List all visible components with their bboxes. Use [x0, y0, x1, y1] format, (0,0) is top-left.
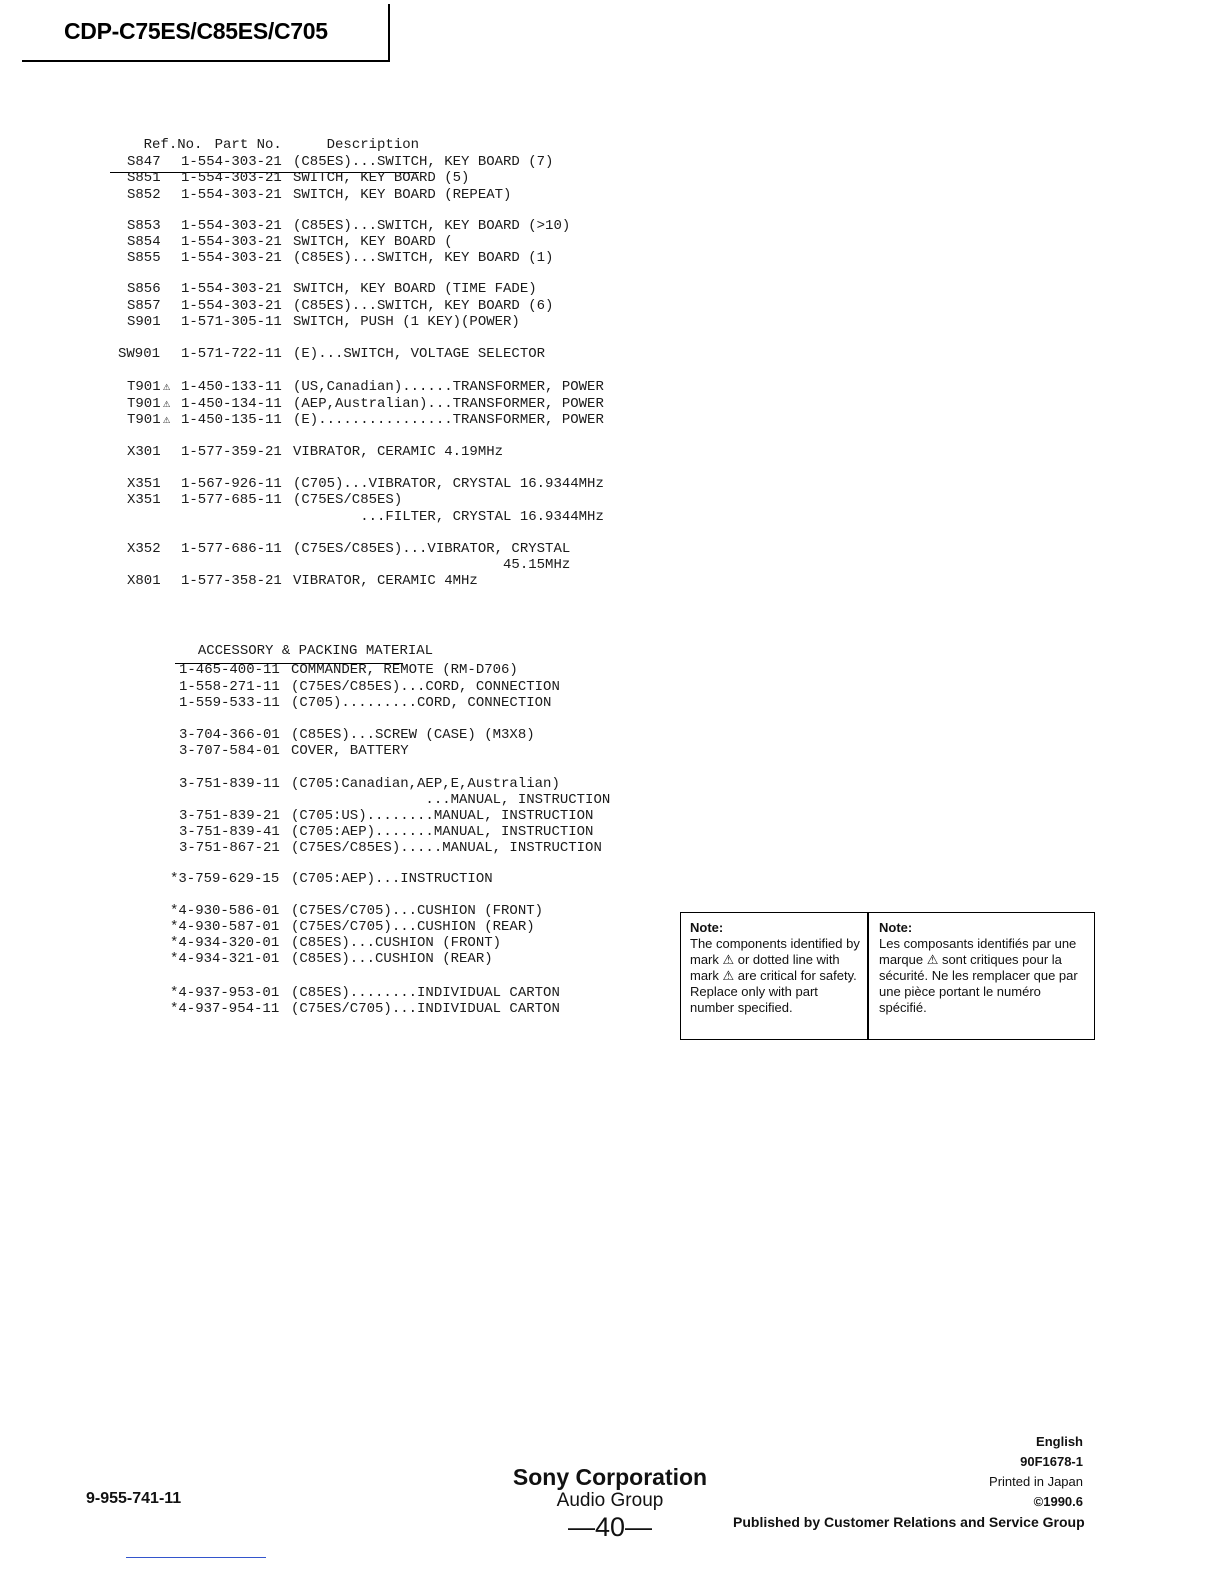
ref-no: S851: [127, 170, 161, 186]
ref-no: T901: [127, 396, 161, 412]
ref-no: X352: [127, 541, 161, 557]
part-no: *4-934-321-01: [170, 951, 280, 967]
safety-note-box: [680, 912, 1095, 1040]
part-no: 1-450-135-11: [181, 412, 282, 428]
bottom-rule: [126, 1557, 266, 1558]
part-no: 1-554-303-21: [181, 298, 282, 314]
part-no: 3-751-839-41: [179, 824, 280, 840]
ref-no: S901: [127, 314, 161, 330]
part-no: 1-577-686-11: [181, 541, 282, 557]
model-title: CDP-C75ES/C85ES/C705: [64, 18, 328, 44]
part-no: *4-930-587-01: [170, 919, 280, 935]
copyright: ©1990.6: [1033, 1494, 1083, 1509]
ref-no: T901: [127, 412, 161, 428]
publisher-line: Published by Customer Relations and Service Group: [733, 1514, 1085, 1530]
part-description: (C75ES/C85ES): [293, 492, 403, 508]
note-french-body: Les composants identifiés par une marque ⚠ sont critiques pour la sécurité. Ne les remplacer que par une pièce portant le numéro spécifié.: [879, 936, 1078, 1015]
accessory-description: (C705:AEP).......MANUAL, INSTRUCTION: [291, 824, 594, 840]
part-description: (AEP,Australian)...TRANSFORMER, POWER: [293, 396, 604, 412]
part-no: 1-559-533-11: [179, 695, 280, 711]
ref-no: SW901: [118, 346, 161, 362]
accessory-description: (C85ES)...SCREW (CASE) (M3X8): [291, 727, 535, 743]
accessory-description: (C705:Canadian,AEP,E,Australian): [291, 776, 560, 792]
part-description: VIBRATOR, CERAMIC 4.19MHz: [293, 444, 504, 460]
safety-warning-icon: ⚠: [163, 397, 171, 411]
part-no: 3-751-867-21: [179, 840, 280, 856]
part-description: (C705)...VIBRATOR, CRYSTAL 16.9344MHz: [293, 476, 604, 492]
page-number: —40—: [567, 1512, 653, 1542]
part-no: *4-930-586-01: [170, 903, 280, 919]
company-group: Audio Group: [556, 1490, 664, 1511]
ref-no: X801: [127, 573, 161, 589]
accessory-description: (C75ES/C705)...CUSHION (REAR): [291, 919, 535, 935]
note-divider: [867, 913, 869, 1039]
ref-no: S854: [127, 234, 161, 250]
accessory-description: (C85ES)...CUSHION (REAR): [291, 951, 493, 967]
part-description: (C85ES)...SWITCH, KEY BOARD (7): [293, 154, 554, 170]
description-label: Description: [326, 137, 420, 153]
safety-warning-icon: ⚠: [163, 380, 171, 394]
note-english-body: The components identified by mark ⚠ or dotted line with mark ⚠ are critical for safety. Replace only with part number specified.: [690, 936, 860, 1015]
part-description: 45.15MHz: [293, 557, 571, 573]
catalog-number: 90F1678-1: [1020, 1454, 1083, 1469]
part-no: 1-577-359-21: [181, 444, 282, 460]
part-no: *4-937-954-11: [170, 1001, 280, 1017]
part-description: SWITCH, KEY BOARD (5): [293, 170, 470, 186]
part-no: 1-450-134-11: [181, 396, 282, 412]
accessory-title-text: ACCESSORY & PACKING MATERIAL: [197, 643, 434, 659]
part-no: 1-577-685-11: [181, 492, 282, 508]
part-no: *3-759-629-15: [170, 871, 280, 887]
part-description: (C85ES)...SWITCH, KEY BOARD (>10): [293, 218, 571, 234]
safety-warning-icon: ⚠: [163, 413, 171, 427]
ref-no: S847: [127, 154, 161, 170]
part-description: SWITCH, PUSH (1 KEY)(POWER): [293, 314, 520, 330]
part-no: 3-707-584-01: [179, 743, 280, 759]
ref-no: S855: [127, 250, 161, 266]
part-no: 1-554-303-21: [181, 154, 282, 170]
part-no-label: Part No.: [214, 137, 282, 153]
accessory-description: (C85ES)........INDIVIDUAL CARTON: [291, 985, 560, 1001]
part-no: 1-558-271-11: [179, 679, 280, 695]
ref-no: T901: [127, 379, 161, 395]
ref-no: X351: [127, 492, 161, 508]
accessory-section-title: [181, 627, 433, 659]
ref-no: S856: [127, 281, 161, 297]
part-description: (C75ES/C85ES)...VIBRATOR, CRYSTAL: [293, 541, 571, 557]
accessory-description: (C705).........CORD, CONNECTION: [291, 695, 552, 711]
part-no: 3-751-839-11: [179, 776, 280, 792]
document-code: 9-955-741-11: [86, 1490, 182, 1507]
accessory-description: (C705:AEP)...INSTRUCTION: [291, 871, 493, 887]
language-label: English: [1036, 1434, 1083, 1449]
part-no: 1-571-305-11: [181, 314, 282, 330]
part-description: SWITCH, KEY BOARD (TIME FADE): [293, 281, 537, 297]
accessory-description: COVER, BATTERY: [291, 743, 409, 759]
accessory-description: COMMANDER, REMOTE (RM-D706): [291, 662, 518, 678]
part-description: (US,Canadian)......TRANSFORMER, POWER: [293, 379, 604, 395]
ref-no: S853: [127, 218, 161, 234]
part-no: *4-934-320-01: [170, 935, 280, 951]
note-english: [690, 920, 860, 1016]
part-description: ...FILTER, CRYSTAL 16.9344MHz: [293, 509, 604, 525]
part-description: (C85ES)...SWITCH, KEY BOARD (1): [293, 250, 554, 266]
printed-in: Printed in Japan: [989, 1474, 1083, 1489]
part-description: (E)................TRANSFORMER, POWER: [293, 412, 604, 428]
part-no: 1-554-303-21: [181, 281, 282, 297]
part-no: 3-751-839-21: [179, 808, 280, 824]
accessory-description: (C705:US)........MANUAL, INSTRUCTION: [291, 808, 594, 824]
accessory-description: (C75ES/C705)...CUSHION (FRONT): [291, 903, 544, 919]
ref-no: X301: [127, 444, 161, 460]
accessory-description: (C75ES/C705)...INDIVIDUAL CARTON: [291, 1001, 560, 1017]
part-description: (E)...SWITCH, VOLTAGE SELECTOR: [293, 346, 546, 362]
title-rule-vertical: [388, 4, 390, 62]
part-no: 1-567-926-11: [181, 476, 282, 492]
part-description: SWITCH, KEY BOARD (: [293, 234, 453, 250]
company-name: Sony Corporation: [512, 1464, 708, 1490]
part-no: 1-554-303-21: [181, 187, 282, 203]
part-description: SWITCH, KEY BOARD (REPEAT): [293, 187, 512, 203]
part-no: 1-554-303-21: [181, 250, 282, 266]
ref-no-label: Ref.No.: [143, 137, 203, 153]
ref-no: S852: [127, 187, 161, 203]
part-description: (C85ES)...SWITCH, KEY BOARD (6): [293, 298, 554, 314]
title-rule: [22, 60, 389, 62]
accessory-description: (C75ES/C85ES)...CORD, CONNECTION: [291, 679, 560, 695]
part-no: 1-450-133-11: [181, 379, 282, 395]
part-no: 1-554-303-21: [181, 234, 282, 250]
note-english-title: Note:: [690, 920, 724, 935]
part-description: VIBRATOR, CERAMIC 4MHz: [293, 573, 478, 589]
ref-no: X351: [127, 476, 161, 492]
part-no: 1-577-358-21: [181, 573, 282, 589]
part-no: 1-554-303-21: [181, 170, 282, 186]
part-no: 1-465-400-11: [179, 662, 280, 678]
part-no: 1-571-722-11: [181, 346, 282, 362]
part-no: *4-937-953-01: [170, 985, 280, 1001]
accessory-description: (C75ES/C85ES).....MANUAL, INSTRUCTION: [291, 840, 602, 856]
accessory-description: (C85ES)...CUSHION (FRONT): [291, 935, 502, 951]
note-french-title: Note:: [879, 920, 913, 935]
note-french: [879, 920, 1089, 1016]
accessory-description: ...MANUAL, INSTRUCTION: [291, 792, 611, 808]
part-no: 1-554-303-21: [181, 218, 282, 234]
ref-no: S857: [127, 298, 161, 314]
part-no: 3-704-366-01: [179, 727, 280, 743]
